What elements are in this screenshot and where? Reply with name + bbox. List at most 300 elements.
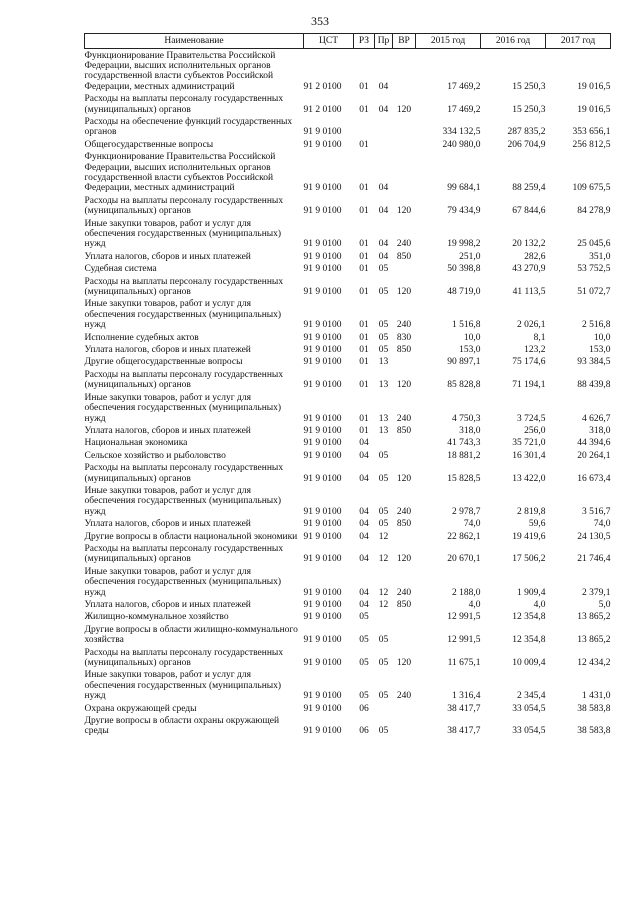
row-pr: [375, 611, 393, 623]
row-name: Охрана окружающей среды: [84, 703, 197, 714]
row-cst: 91 9 0100: [303, 506, 342, 517]
row-rz: 01: [359, 425, 369, 436]
table-row: [85, 217, 611, 250]
row-2016: 59,6: [528, 519, 546, 530]
table-row: [85, 449, 611, 461]
row-vr: 120: [396, 104, 412, 115]
table-row: [85, 646, 611, 669]
row-rz: 01: [359, 239, 369, 250]
row-2015: 48 719,0: [447, 287, 481, 298]
table-row: [85, 391, 611, 424]
row-vr: [393, 437, 416, 449]
row-rz: 04: [359, 531, 369, 542]
col-header-rz: РЗ: [354, 34, 375, 49]
row-pr: 13: [378, 425, 389, 436]
row-2017: 109 675,5: [572, 183, 611, 194]
row-2017: 44 394,6: [577, 438, 611, 449]
row-rz: 04: [359, 600, 369, 610]
row-2016: 41 113,5: [512, 287, 546, 298]
row-2015: 240 980,0: [442, 139, 481, 150]
row-name: Иные закупки товаров, работ и услуг для обеспечения государственных (муниципальных) нужд: [84, 218, 282, 250]
row-cst: 91 9 0100: [303, 380, 342, 391]
row-name: Расходы на выплаты персоналу государственных (муниципальных) органов: [84, 276, 284, 298]
row-cst: 91 9 0100: [303, 531, 342, 542]
row-2017: 351,0: [589, 251, 611, 262]
row-2016: 16 301,4: [512, 450, 546, 461]
row-2015: 19 998,2: [447, 239, 481, 250]
row-vr: 240: [396, 413, 412, 424]
row-cst: 91 2 0100: [303, 81, 342, 92]
row-pr: 13: [378, 357, 389, 368]
col-header-name: Наименование: [85, 34, 304, 49]
row-vr: 120: [396, 380, 412, 391]
table-row: [85, 623, 611, 646]
row-rz: 01: [359, 81, 369, 92]
row-rz: [354, 115, 375, 138]
table-row: [85, 263, 611, 275]
row-pr: 05: [378, 658, 389, 669]
row-2015: 12 991,5: [447, 635, 481, 646]
row-vr: 830: [396, 332, 412, 343]
table-row: [85, 151, 611, 195]
row-2015: 50 398,8: [447, 264, 481, 275]
row-2016: 123,2: [524, 345, 546, 356]
row-name: Функционирование Правительства Российской Федерации, высших исполнительных органов государственной власти субъектов Российской Федерации, местных администраций: [84, 152, 276, 194]
row-2015: 38 417,7: [447, 703, 481, 714]
row-pr: 13: [378, 413, 389, 424]
row-name: Другие вопросы в области жилищно-коммунального хозяйства: [84, 624, 298, 646]
row-pr: 05: [378, 450, 389, 461]
row-2016: 13 422,0: [512, 473, 546, 484]
row-pr: 04: [378, 81, 389, 92]
row-2017: 51 072,7: [577, 287, 611, 298]
table-row: [85, 138, 611, 150]
row-rz: 04: [359, 554, 369, 565]
row-2017: 5,0: [598, 600, 611, 610]
row-name: Жилищно-коммунальное хозяйство: [84, 612, 229, 623]
budget-table: [84, 33, 611, 737]
col-header-pr: Пр: [375, 34, 393, 49]
table-row: [85, 715, 611, 738]
row-vr: 850: [396, 519, 412, 530]
row-2016: 2 345,4: [517, 691, 546, 702]
row-2015: 41 743,3: [447, 438, 481, 449]
col-header-vr: ВР: [393, 34, 416, 49]
table-row: [85, 462, 611, 485]
table-row: [85, 599, 611, 611]
row-2016: 287 835,2: [507, 127, 546, 138]
row-2015: 4 750,3: [452, 413, 481, 424]
row-name: Иные закупки товаров, работ и услуг для обеспечения государственных (муниципальных) нужд: [84, 392, 282, 424]
row-2016: 15 250,3: [512, 81, 546, 92]
col-header-2016: 2016 год: [481, 34, 546, 49]
row-pr: [375, 138, 393, 150]
row-rz: 01: [359, 264, 369, 275]
col-header-2015: 2015 год: [416, 34, 481, 49]
row-2017: 12 434,2: [577, 658, 611, 669]
row-2017: 19 016,5: [577, 104, 611, 115]
row-2016: 15 250,3: [512, 104, 546, 115]
row-2017: 13 865,2: [577, 612, 611, 623]
row-name: Национальная экономика: [84, 438, 188, 449]
row-2016: 67 844,6: [512, 206, 546, 217]
row-cst: 91 9 0100: [303, 473, 342, 484]
table-body: [85, 49, 611, 738]
table-row: [85, 484, 611, 517]
row-pr: 13: [378, 380, 389, 391]
row-pr: 04: [378, 104, 389, 115]
row-cst: 91 2 0100: [303, 104, 342, 115]
row-2017: 2 379,1: [582, 587, 611, 598]
row-2016: 88 259,4: [512, 183, 546, 194]
table-row: [85, 437, 611, 449]
row-name: Уплата налогов, сборов и иных платежей: [84, 251, 251, 262]
row-cst: 91 9 0100: [303, 726, 342, 737]
row-cst: 91 9 0100: [303, 438, 342, 449]
row-pr: 12: [378, 531, 389, 542]
row-vr: [393, 611, 416, 623]
row-rz: 04: [359, 473, 369, 484]
row-pr: 05: [378, 264, 389, 275]
row-pr: 05: [378, 506, 389, 517]
row-vr: [393, 115, 416, 138]
row-rz: 01: [359, 139, 369, 150]
row-pr: 05: [378, 635, 389, 646]
row-cst: 91 9 0100: [303, 264, 342, 275]
row-2016: 206 704,9: [507, 139, 546, 150]
row-2016: 2 026,1: [517, 320, 546, 331]
row-vr: 120: [396, 206, 412, 217]
col-header-cst: ЦСТ: [304, 34, 354, 49]
row-vr: 850: [396, 251, 412, 262]
row-2016: 19 419,6: [512, 531, 546, 542]
row-vr: 120: [396, 287, 412, 298]
table-row: [85, 424, 611, 436]
row-2017: 53 752,5: [577, 264, 611, 275]
row-name: Расходы на выплаты персоналу государственных (муниципальных) органов: [84, 543, 284, 565]
row-2016: 35 721,0: [512, 438, 546, 449]
row-vr: 850: [396, 345, 412, 356]
row-pr: 12: [378, 600, 389, 610]
row-cst: 91 9 0100: [303, 332, 342, 343]
row-rz: 06: [359, 703, 369, 714]
row-name: Расходы на выплаты персоналу государственных (муниципальных) органов: [84, 647, 284, 669]
row-pr: 05: [378, 345, 389, 356]
row-vr: [393, 530, 416, 542]
row-2016: 12 354,8: [512, 635, 546, 646]
table-row: [85, 702, 611, 714]
table-row: [85, 115, 611, 138]
table-row: [85, 275, 611, 298]
row-vr: 120: [396, 554, 412, 565]
row-vr: [393, 263, 416, 275]
row-rz: 01: [359, 345, 369, 356]
table-row: [85, 611, 611, 623]
row-name: Другие вопросы в области национальной экономики: [84, 531, 298, 542]
row-vr: 240: [396, 239, 412, 250]
row-name: Исполнение судебных актов: [84, 332, 199, 343]
row-cst: 91 9 0100: [303, 587, 342, 598]
table-row: [85, 194, 611, 217]
row-name: Иные закупки товаров, работ и услуг для обеспечения государственных (муниципальных) нужд: [84, 566, 282, 598]
row-2015: 20 670,1: [447, 554, 481, 565]
row-vr: 240: [396, 587, 412, 598]
row-2017: 20 264,1: [577, 450, 611, 461]
row-2016: 282,6: [524, 251, 546, 262]
row-name: Иные закупки товаров, работ и услуг для обеспечения государственных (муниципальных) нужд: [84, 299, 282, 331]
row-2015: 318,0: [459, 425, 481, 436]
row-name: Расходы на выплаты персоналу государственных (муниципальных) органов: [84, 94, 284, 115]
table-header: [85, 34, 611, 49]
row-2017: 38 583,8: [577, 703, 611, 714]
row-pr: 05: [378, 691, 389, 702]
row-rz: 01: [359, 287, 369, 298]
table-row: [85, 368, 611, 391]
row-name: Расходы на обеспечение функций государственных органов: [84, 116, 293, 138]
row-name: Функционирование Правительства Российской Федерации, высших исполнительных органов государственной власти субъектов Российской Федерации, местных администраций: [84, 50, 276, 92]
row-2017: 256 812,5: [572, 139, 611, 150]
row-vr: [393, 449, 416, 461]
table-row: [85, 93, 611, 116]
row-2015: 38 417,7: [447, 726, 481, 737]
row-cst: 91 9 0100: [303, 519, 342, 530]
row-rz: 01: [359, 251, 369, 262]
row-2015: 85 828,8: [447, 380, 481, 391]
row-rz: 05: [359, 691, 369, 702]
table-row: [85, 518, 611, 530]
row-vr: 240: [396, 320, 412, 331]
row-pr: 05: [378, 320, 389, 331]
row-2017: 13 865,2: [577, 635, 611, 646]
row-vr: [393, 151, 416, 195]
table-row: [85, 331, 611, 343]
row-2015: 2 978,7: [452, 506, 481, 517]
row-2015: 22 862,1: [447, 531, 481, 542]
row-rz: 01: [359, 104, 369, 115]
row-vr: [393, 623, 416, 646]
row-2016: 1 909,4: [517, 587, 546, 598]
row-2017: 353 656,1: [572, 127, 611, 138]
row-vr: 120: [396, 658, 412, 669]
row-2015: 90 897,1: [447, 357, 481, 368]
row-2017: 84 278,9: [577, 206, 611, 217]
row-2017: 10,0: [593, 332, 611, 343]
row-2015: 153,0: [459, 345, 481, 356]
row-2017: 19 016,5: [577, 81, 611, 92]
row-rz: 04: [359, 438, 369, 449]
row-name: Судебная система: [84, 264, 157, 275]
row-name: Уплата налогов, сборов и иных платежей: [84, 600, 251, 610]
table-row: [85, 542, 611, 565]
row-pr: 04: [378, 251, 389, 262]
row-2015: 74,0: [463, 519, 481, 530]
table-row: [85, 49, 611, 93]
row-pr: 05: [378, 473, 389, 484]
row-2016: 33 054,5: [512, 726, 546, 737]
row-vr: 120: [396, 473, 412, 484]
row-2015: 4,0: [468, 600, 481, 610]
row-name: Уплата налогов, сборов и иных платежей: [84, 519, 251, 530]
row-2016: 2 819,8: [517, 506, 546, 517]
col-header-2017: 2017 год: [546, 34, 611, 49]
row-cst: 91 9 0100: [303, 239, 342, 250]
row-2015: 79 434,9: [447, 206, 481, 217]
row-cst: 91 9 0100: [303, 450, 342, 461]
row-name: Расходы на выплаты персоналу государственных (муниципальных) органов: [84, 463, 284, 484]
row-2016: 10 009,4: [512, 658, 546, 669]
row-vr: [393, 138, 416, 150]
row-name: Уплата налогов, сборов и иных платежей: [84, 425, 251, 436]
row-rz: 05: [359, 658, 369, 669]
row-2016: 43 270,9: [512, 264, 546, 275]
row-2016: 20 132,2: [512, 239, 546, 250]
row-name: Расходы на выплаты персоналу государственных (муниципальных) органов: [84, 369, 284, 391]
row-cst: 91 9 0100: [303, 612, 342, 623]
row-2017: 24 130,5: [577, 531, 611, 542]
row-rz: 05: [359, 612, 369, 623]
row-2017: 1 431,0: [582, 691, 611, 702]
row-cst: 91 9 0100: [303, 658, 342, 669]
row-2015: 17 469,2: [447, 104, 481, 115]
row-2017: 21 746,4: [577, 554, 611, 565]
row-2017: 4 626,7: [582, 413, 611, 424]
row-2016: 12 354,8: [512, 612, 546, 623]
row-cst: 91 9 0100: [303, 425, 342, 436]
row-rz: 01: [359, 380, 369, 391]
row-rz: 01: [359, 206, 369, 217]
row-vr: [393, 49, 416, 93]
row-cst: 91 9 0100: [303, 139, 342, 150]
row-rz: 04: [359, 587, 369, 598]
row-cst: 91 9 0100: [303, 413, 342, 424]
row-pr: 05: [378, 287, 389, 298]
row-name: Расходы на выплаты персоналу государственных (муниципальных) органов: [84, 195, 284, 217]
row-2017: 3 516,7: [582, 506, 611, 517]
row-rz: 04: [359, 450, 369, 461]
row-2015: 2 188,0: [452, 587, 481, 598]
page-number: 353: [311, 14, 329, 28]
table-row: [85, 669, 611, 702]
row-vr: [393, 356, 416, 368]
row-2015: 11 675,1: [447, 658, 481, 669]
row-vr: 850: [396, 600, 412, 610]
row-2017: 153,0: [589, 345, 611, 356]
row-cst: 91 9 0100: [303, 600, 342, 610]
row-cst: 91 9 0100: [303, 357, 342, 368]
row-name: Общегосударственные вопросы: [84, 139, 214, 150]
row-2015: 99 684,1: [447, 183, 481, 194]
row-2016: 256,0: [524, 425, 546, 436]
table-row: [85, 250, 611, 262]
table-row: [85, 344, 611, 356]
row-pr: [375, 437, 393, 449]
row-cst: 91 9 0100: [303, 320, 342, 331]
row-vr: [393, 702, 416, 714]
row-rz: 01: [359, 413, 369, 424]
row-cst: 91 9 0100: [303, 703, 342, 714]
row-cst: 91 9 0100: [303, 183, 342, 194]
row-rz: 01: [359, 320, 369, 331]
row-rz: 05: [359, 635, 369, 646]
row-name: Другие вопросы в области охраны окружающей среды: [84, 716, 280, 737]
table-row: [85, 565, 611, 598]
row-vr: 850: [396, 425, 412, 436]
table-row: [85, 356, 611, 368]
row-2015: 18 881,2: [447, 450, 481, 461]
row-2016: 17 506,2: [512, 554, 546, 565]
row-2015: 15 828,5: [447, 473, 481, 484]
row-vr: 240: [396, 691, 412, 702]
table-row: [85, 298, 611, 331]
row-2015: 1 316,4: [452, 691, 481, 702]
row-rz: 04: [359, 506, 369, 517]
row-pr: 04: [378, 206, 389, 217]
row-name: Иные закупки товаров, работ и услуг для обеспечения государственных (муниципальных) нужд: [84, 485, 282, 517]
row-pr: 12: [378, 554, 389, 565]
row-cst: 91 9 0100: [303, 251, 342, 262]
row-2015: 334 132,5: [442, 127, 481, 138]
row-cst: 91 9 0100: [303, 635, 342, 646]
row-name: Сельское хозяйство и рыболовство: [84, 450, 226, 461]
row-cst: 91 9 0100: [303, 287, 342, 298]
row-pr: 05: [378, 726, 389, 737]
row-2017: 38 583,8: [577, 726, 611, 737]
row-cst: 91 9 0100: [303, 206, 342, 217]
row-2017: 2 516,8: [582, 320, 611, 331]
row-rz: 04: [359, 519, 369, 530]
table-row: [85, 530, 611, 542]
row-rz: 01: [359, 357, 369, 368]
row-name: Уплата налогов, сборов и иных платежей: [84, 345, 251, 356]
row-2017: 74,0: [593, 519, 611, 530]
row-pr: [375, 702, 393, 714]
row-cst: 91 9 0100: [303, 554, 342, 565]
row-2016: 75 174,6: [512, 357, 546, 368]
row-2017: 88 439,8: [577, 380, 611, 391]
row-pr: [375, 115, 393, 138]
row-2016: 4,0: [533, 600, 546, 610]
row-vr: [393, 715, 416, 738]
row-pr: 04: [378, 239, 389, 250]
row-2015: 251,0: [459, 251, 481, 262]
row-2017: 318,0: [589, 425, 611, 436]
row-rz: 01: [359, 183, 369, 194]
row-pr: 05: [378, 332, 389, 343]
row-rz: 01: [359, 332, 369, 343]
row-pr: 12: [378, 587, 389, 598]
row-2016: 33 054,5: [512, 703, 546, 714]
row-name: Другие общегосударственные вопросы: [84, 357, 243, 368]
row-cst: 91 9 0100: [303, 691, 342, 702]
row-2016: 3 724,5: [517, 413, 546, 424]
row-cst: 91 9 0100: [303, 345, 342, 356]
row-2017: 25 045,6: [577, 239, 611, 250]
row-2015: 12 991,5: [447, 612, 481, 623]
row-2017: 93 384,5: [577, 357, 611, 368]
row-2015: 1 516,8: [452, 320, 481, 331]
row-2015: 17 469,2: [447, 81, 481, 92]
row-2016: 71 194,1: [512, 380, 546, 391]
row-2017: 16 673,4: [577, 473, 611, 484]
row-pr: 04: [378, 183, 389, 194]
row-name: Иные закупки товаров, работ и услуг для обеспечения государственных (муниципальных) нужд: [84, 670, 282, 702]
row-pr: 05: [378, 519, 389, 530]
row-cst: 91 9 0100: [303, 127, 342, 138]
row-2016: 8,1: [533, 332, 546, 343]
row-rz: 06: [359, 726, 369, 737]
row-2015: 10,0: [463, 332, 481, 343]
row-vr: 240: [396, 506, 412, 517]
